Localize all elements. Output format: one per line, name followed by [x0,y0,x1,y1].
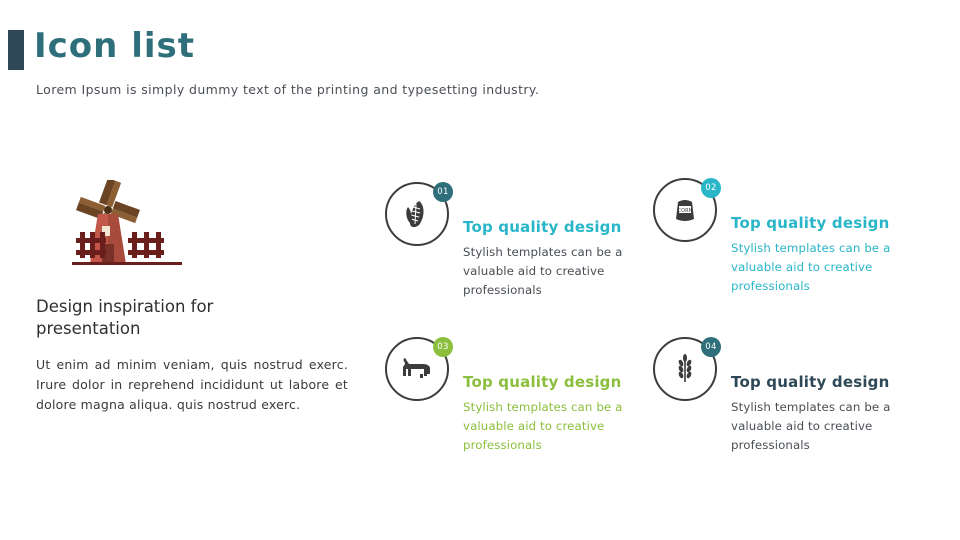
page-subtitle: Lorem Ipsum is simply dummy text of the printing and typesetting industry. [36,82,540,97]
left-feature-block [36,180,356,415]
item-badge: 04 [701,337,721,357]
item-badge: 01 [433,182,453,202]
item-description: Stylish templates can be a valuable aid to creative professionals [731,241,891,294]
item-title: Top quality design [731,373,890,391]
item-description: Stylish templates can be a valuable aid to creative professionals [463,400,623,453]
left-body-text: Ut enim ad minim veniam, quis nostrud exerc. Irure dolor in reprehend incididunt ut labore et dolore magna aliqua. quis nostrud exerc. [36,356,348,413]
left-heading: Design inspiration for presentation [36,297,214,339]
item-title: Top quality design [463,218,622,236]
item-title: Top quality design [731,214,890,232]
item-description: Stylish templates can be a valuable aid to creative professionals [463,245,623,298]
item-title: Top quality design [463,373,622,391]
svg-text:CORN: CORN [677,208,693,214]
item-badge: 02 [701,178,721,198]
windmill-icon [36,180,356,280]
item-badge: 03 [433,337,453,357]
title-accent-bar [8,30,24,70]
page-title: Icon list [34,26,196,66]
item-description: Stylish templates can be a valuable aid to creative professionals [731,400,891,453]
